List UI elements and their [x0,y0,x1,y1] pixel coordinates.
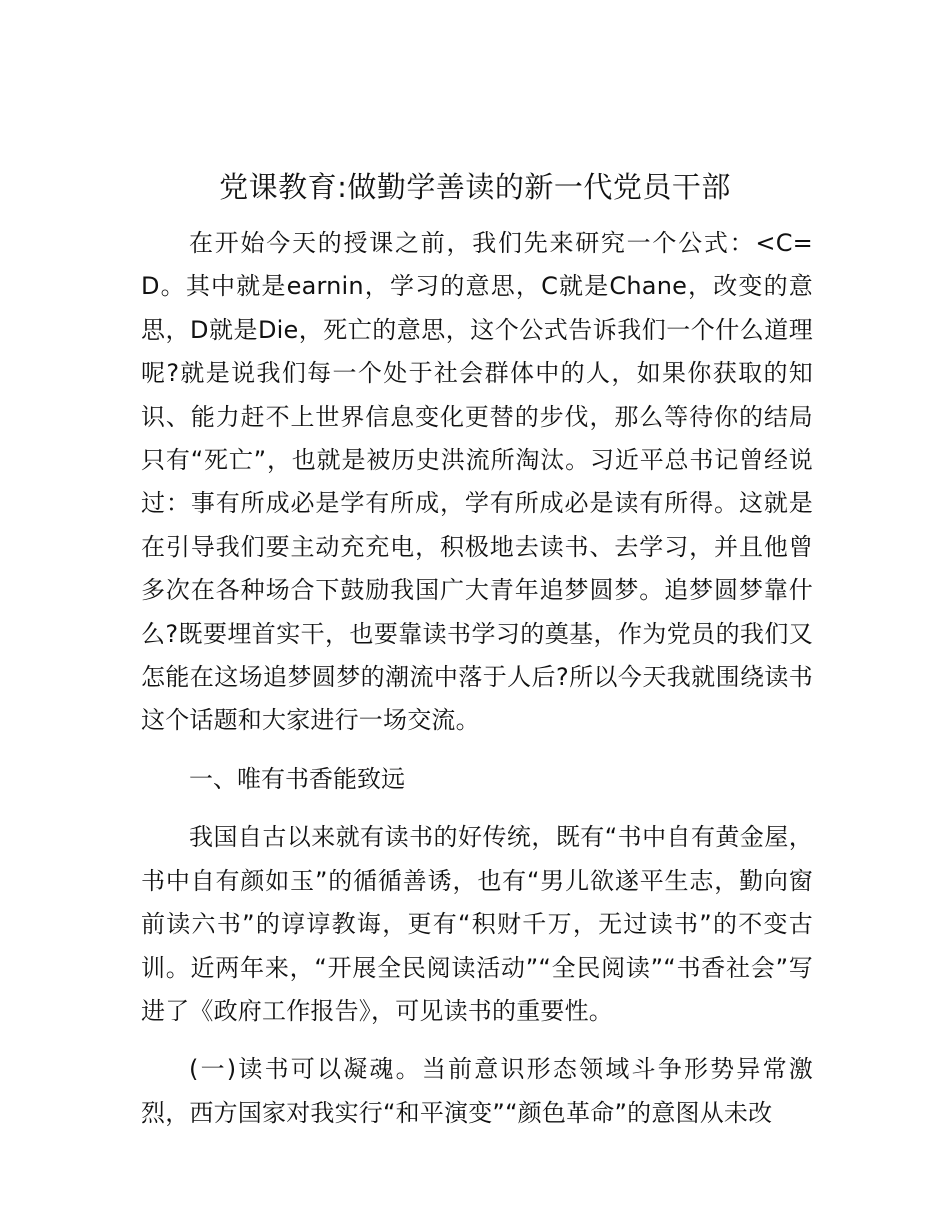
document-title: 党课教育:做勤学善读的新一代党员干部 [219,170,731,204]
intro-paragraph: 在开始今天的授课之前，我们先来研究一个公式：<C=D。其中就是earnin，学习的意思，C就是Chane，改变的意思，D就是Die，死亡的意思，这个公式告诉我们一个什么道理呢?就是说我们每一个处于社会群体中的人，如果你获取的知识、能力赶不上世界信息变化更替的步伐，那么等待你的结局只有“死亡”，也就是被历史洪流所淘汰。习近平总书记曾经说过：事有所成必是学有所成，学有所成必是读有所得。这就是在引导我们要主动充充电，积极地去读书、去学习，并且他曾多次在各种场合下鼓励我国广大青年追梦圆梦。追梦圆梦靠什么?既要埋首实干，也要靠读书学习的奠基，作为党员的我们又怎能在这场追梦圆梦的潮流中落于人后?所以今天我就围绕读书这个话题和大家进行一场交流。 [141,229,814,735]
section-heading: 一、唯有书香能致远 [189,764,405,793]
body-paragraph: 我国自古以来就有读书的好传统，既有“书中自有黄金屋，书中自有颜如玉”的循循善诱，也有“男儿欲遂平生志，勤向窗前读六书”的谆谆教诲，更有“积财千万，无过读书”的不变古训。近两年来，“开展全民阅读活动”“全民阅读”“书香社会”写进了《政府工作报告》，可见读书的重要性。 [141,823,813,1025]
document-body [141,222,813,1135]
body-paragraph: (一)读书可以凝魂。当前意识形态领域斗争形势异常激烈，西方国家对我实行“和平演变”“颜色革命”的意图从未改 [141,1055,813,1127]
